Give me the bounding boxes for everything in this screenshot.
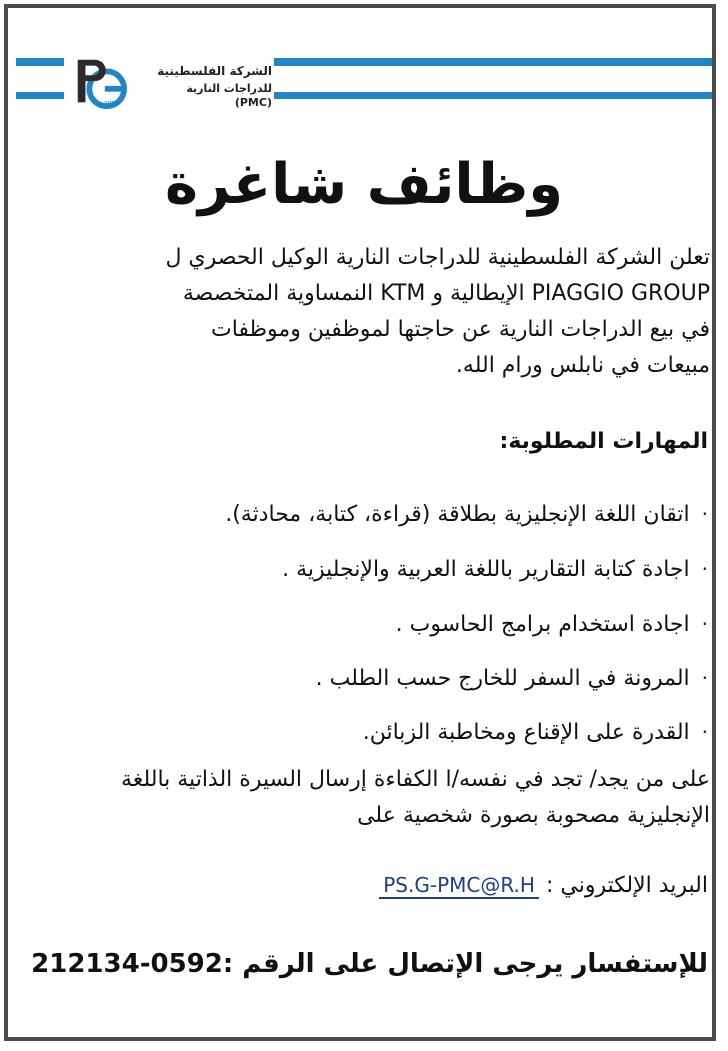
intro-paragraph [24, 240, 710, 384]
logo-company-subtitle: للدراجات النارية (PMC) [186, 82, 272, 109]
skill-item [18, 608, 708, 641]
skill-item [18, 716, 708, 749]
email-row [18, 868, 708, 903]
email-label: البريد الإلكتروني : [545, 873, 708, 898]
pg-logo-icon [70, 54, 128, 112]
company-logo [64, 52, 274, 114]
intro-line: مبيعات في نابلس ورام الله. [455, 353, 710, 378]
note-line: على من يجد/ تجد في نفسه/ا الكفاءة إرسال السيرة الذاتية باللغة [121, 767, 710, 792]
skill-item [18, 553, 708, 586]
skill-item [18, 662, 708, 695]
contact-line: للإستفسار يرجى الإتصال على الرقم :0592-212134 [31, 949, 708, 979]
bullet-icon: · [701, 502, 708, 526]
skill-text: المرونة في السفر للخارج حسب الطلب . [315, 666, 690, 691]
intro-line: تعلن الشركة الفلسطينية للدراجات النارية الوكيل الحصري ل [165, 245, 710, 270]
skill-text: القدرة على الإقناع ومخاطبة الزبائن. [362, 720, 690, 745]
skill-text: اتقان اللغة الإنجليزية بطلاقة (قراءة، كتابة، محادثة). [225, 502, 690, 527]
bullet-icon: · [701, 720, 708, 744]
email-link[interactable]: PS.G-PMC@R.H [379, 873, 539, 899]
logo-small-mark: PMC [104, 102, 115, 108]
intro-line: PIAGGIO GROUP الإيطالية و KTM النمساوية المتخصصة [182, 281, 710, 306]
application-note [24, 762, 710, 834]
skill-item [18, 498, 708, 531]
bullet-icon: · [701, 666, 708, 690]
bullet-icon: · [701, 557, 708, 581]
bullet-icon: · [701, 612, 708, 636]
skill-text: اجادة استخدام برامج الحاسوب . [395, 612, 690, 637]
note-line: الإنجليزية مصحوبة بصورة شخصية على [357, 803, 710, 828]
logo-company-name: الشركة الفلسطينية [157, 64, 272, 78]
skills-heading: المهارات المطلوبة: [499, 429, 708, 454]
intro-line: في بيع الدراجات النارية عن حاجتها لموظفين وموظفات [211, 317, 710, 342]
skill-text: اجادة كتابة التقارير باللغة العربية والإنجليزية . [282, 557, 690, 582]
page-title: وظائف شاغرة [164, 152, 564, 217]
